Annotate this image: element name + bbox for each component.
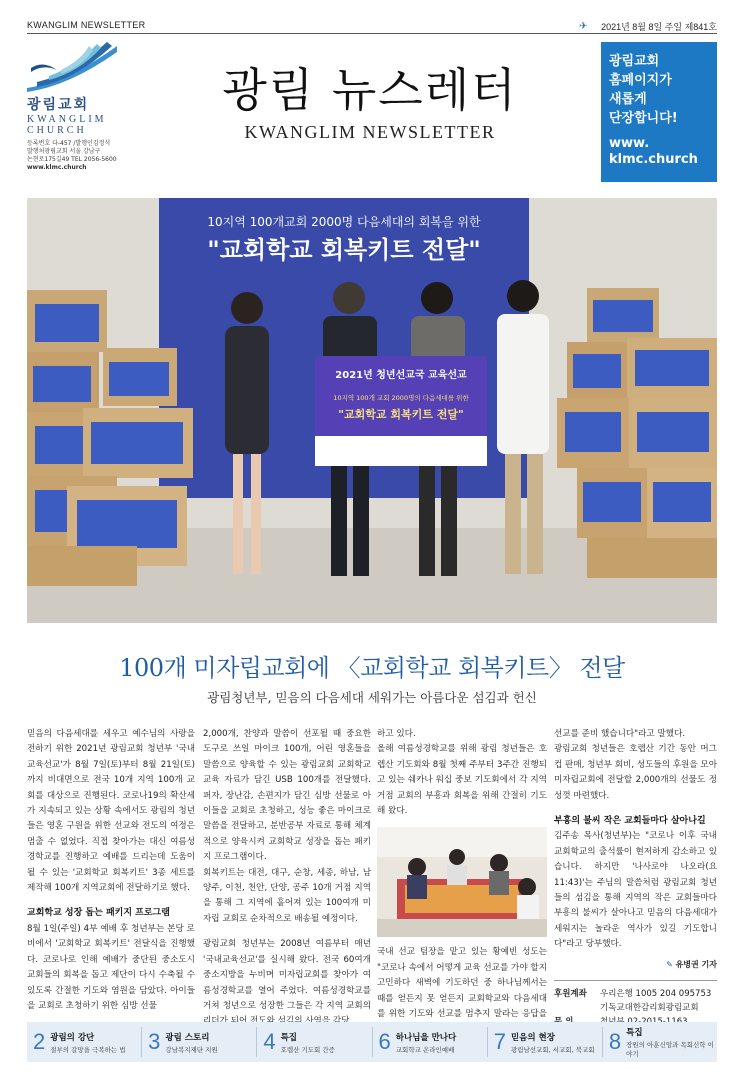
main-photo (27, 198, 717, 623)
article-column-1 (27, 727, 195, 1014)
top-rule (27, 18, 717, 34)
homepage-promo-box[interactable] (601, 42, 717, 182)
church-logo[interactable] (27, 42, 147, 182)
paragraph: 8월 1일(주일) 4부 예배 후 청년부는 본당 로비에서 '교회학교 회복키트' 전달식을 진행했다. 코로나로 인해 예배가 중단된 중소도시 교회들의 회복을 돕고 제단이 다시 수축될 수 있도록 간절한 기도와 염원을 담았다. 아이들을 교회로 초청하기 위한 심방 선물 (27, 923, 195, 1011)
logo-english-name-1: KWANGLIM (27, 114, 107, 125)
reporter-byline (554, 957, 717, 972)
article-headline: 100개 미자립교회에 〈교회학교 회복키트〉 전달 (119, 654, 625, 682)
toc-item[interactable] (257, 1027, 372, 1057)
board-small-text: 10지역 100개 교회 2000명의 다음세대를 위한 (333, 394, 469, 402)
paragraph: 하고 있다. (377, 729, 416, 739)
board-main-text: "교회학교 회복키트 전달" (338, 408, 464, 421)
paragraph: 믿음의 다음세대를 세우고 예수님의 사랑을 전하기 위한 2021년 광림교회 청년부 '국내교육선교'가 8월 7일(토)부터 8월 21일(토)까지 비대면으로 전국 10개 지역 100개 교회를 대상으로 진행된다. 코로나19의 확산세가 지속되고 있는 상황 속에서도 광림의 청년들은 영혼 구원을 위한 선교와 전도의 여정은 멈출 수 없었다. 직접 찾아가는 대신 여름성경학교를 진행하고 예배를 드리는데 도움이 될 수 있는 '교회학교 회복키트' 3종 세트를 제작해 100개 지역교회에 전달하기로 했다. (27, 729, 195, 894)
account-holder: 기독교대한감리회광림교회 (600, 1003, 699, 1014)
newsletter-label: KWANGLIM NEWSLETTER (27, 20, 146, 30)
toc-title: 특집 (280, 1032, 298, 1043)
toc-title: 특집 (626, 1028, 643, 1038)
article-column-3 (377, 727, 547, 1038)
account-holder-row (554, 1001, 717, 1015)
toc-item[interactable] (142, 1027, 257, 1057)
banner-small-text: 10지역 100개교회 2000명 다음세대의 회복을 위한 (207, 215, 481, 229)
toc-subtitle: 절부의 갈망을 극복하는 법 (50, 1045, 126, 1054)
promo-line: 광림교회 (609, 54, 660, 69)
article-column-2 (203, 727, 371, 1030)
table-of-contents (27, 1022, 717, 1062)
article-column-4 (554, 727, 717, 1036)
paragraph: 광림교회 청년부는 2008년 여름부터 매년 '국내교육선교'를 실시해 왔다. 전국 60여개 중소지방을 누비며 미자립교회를 찾아가 여름성경학교를 열어 주었다. 여름성경학교를 거쳐 청년으로 성장한 그들은 각 지역 교회의 (203, 939, 371, 1011)
paragraph: 광림교회 청년들은 호렙산 기간 동안 머그컵 판매, 청년부 회비, 성도들의 후원을 모아 미자립교회에 전달할 2,000개의 선물도 정성껏 마련했다. (554, 744, 717, 801)
paragraph: 선교를 준비 했습니다"라고 말했다. (554, 729, 686, 739)
packing-photo (377, 827, 547, 937)
article-subhead: 광림청년부, 믿음의 다음세대 세워가는 아름다운 섬김과 헌신 (207, 690, 537, 705)
toc-page-number: 2 (33, 1029, 46, 1054)
issue-info (579, 20, 717, 33)
promo-url[interactable] (609, 136, 709, 168)
promo-line: 단장합니다! (609, 111, 678, 126)
website-link[interactable]: www.klmc.church (27, 164, 87, 171)
newsletter-title: 광림 뉴스레터 (222, 63, 518, 117)
section-heading: 교회학교 성장 돕는 패키지 프로그램 (27, 908, 170, 919)
toc-item[interactable] (603, 1027, 717, 1057)
issue-date: 2021년 8월 8일 주일 제841호 (601, 22, 717, 32)
toc-subtitle: 장원의 아훈신앙과 목회신학 이야기 (626, 1041, 714, 1058)
bird-icon: ✈ (579, 20, 588, 32)
section-heading: 부흥의 불씨 작은 교회들마다 살아나길 (554, 816, 706, 827)
toc-subtitle: 강남복지재단 지원 (165, 1045, 218, 1054)
banner-main-text: "교회학교 회복키트 전달" (207, 236, 481, 264)
toc-subtitle: 교회학교 온라인예배 (395, 1045, 455, 1054)
toc-title: 광림의 강단 (50, 1032, 95, 1043)
paragraph: 김주송 목사(청년부)는 "코로나 이후 국내 교회학교의 출석률이 현저하게 감소하고 있습니다. 하지만 '나사로야 나오라(요11:43)'는 주님의 말씀처럼 광림교회 청년들의 섬김을 통해 지역의 작은 교회들마다 부흥의 불씨가 살아나고 믿음의 다음세대가 세워지는 놀라운 역사가 있길 기도합니다"라고 당부했다. (554, 831, 717, 950)
toc-page-number: 8 (608, 1029, 622, 1054)
paragraph: 국내 선교 팀장을 맡고 있는 황예빈 성도는 "코로나 속에서 어떻게 교육 선교를 가야 할지 고민하다 새벽에 기도하던 중 하나님께서는 때를 얻든지 못 얻든지 교회학교와 다음세대를 위한 기도와 선교를 멈추지 말라는 응답을 (377, 947, 547, 1020)
toc-item[interactable] (27, 1027, 142, 1057)
publisher-line: 발행처광림교회 서울 강남구 (27, 148, 101, 155)
toc-subtitle: 호렙산 기도회 간증 (280, 1045, 335, 1054)
toc-subtitle: 광림남선교회, 서교회, 북교회 (510, 1045, 595, 1054)
toc-title: 하나님을 만나다 (395, 1032, 457, 1043)
promo-line: 새롭게 (609, 92, 647, 107)
publisher-info (27, 140, 147, 172)
publisher-line: 논현로175길49 TEL 2056-5600 (27, 156, 117, 163)
photo-illustration (27, 198, 717, 623)
logo-english-name-2: CHURCH (27, 125, 87, 136)
reporter-name: 유병권 기자 (675, 959, 717, 969)
toc-item[interactable] (488, 1027, 603, 1057)
logo-korean-name: 광림교회 (27, 97, 90, 113)
paragraph: 올해 여름성경학교를 위해 광림 청년들은 호렙산 기도회와 8월 첫째 주부터 3주간 진행되고 있는 쉐카나 워십 중보 기도회에서 각 지역 거점 교회의 부흥과 회복을 위해 간절히 기도해 왔다. (377, 744, 547, 817)
publisher-line: 등록번호 다-457 /발행인김정석 (27, 140, 111, 147)
promo-url-line: www. (609, 136, 650, 151)
pen-icon: ✎ (666, 959, 673, 969)
promo-url-line: klmc.church (609, 152, 698, 167)
toc-title: 광림 스토리 (165, 1032, 210, 1043)
logo-emblem-icon (27, 42, 117, 92)
paragraph: 2,000개, 찬양과 말씀이 선포될 때 중요한 도구로 쓰일 마이크 100개, 어린 영혼들을 말씀으로 양육할 수 있는 광림교회 교회학교 교육 자료가 담긴 USB 100개를 전달했다. 퍼자, 장난감, 손편지가 담긴 심방 선물로 아이들을 교회로 초청하고, 성능 좋은 마이크로 말씀을 전달하고, 분반공부 자료로 통해 체계적으로 양육시켜 교회학교 성장을 돕는 패키지 프로그램이다. (203, 729, 371, 863)
masthead (160, 62, 580, 143)
toc-page-number: 6 (378, 1029, 391, 1054)
board-top-text: 2021년 청년선교국 교육선교 (335, 370, 467, 381)
newsletter-english-title: KWANGLIM NEWSLETTER (244, 122, 496, 142)
promo-line: 홈페이지가 (609, 73, 672, 88)
toc-page-number: 3 (148, 1029, 161, 1054)
toc-page-number: 4 (263, 1029, 276, 1054)
account-value: 우리은행 1005 204 095753 (600, 989, 712, 1000)
paragraph: 회복키트는 대전, 대구, 순창, 세종, 하남, 남양주, 이천, 천안, 단양, 공주 10개 거점 지역을 통해 그 지역에 흩어져 있는 100여개 미자립 교회로 순차적으로 배송될 예정이다. (203, 867, 371, 924)
account-row (554, 987, 717, 1001)
toc-page-number: 7 (493, 1029, 506, 1054)
account-label: 후원계좌 (554, 989, 587, 1000)
toc-item[interactable] (373, 1027, 488, 1057)
toc-title: 믿음의 현장 (510, 1032, 555, 1043)
